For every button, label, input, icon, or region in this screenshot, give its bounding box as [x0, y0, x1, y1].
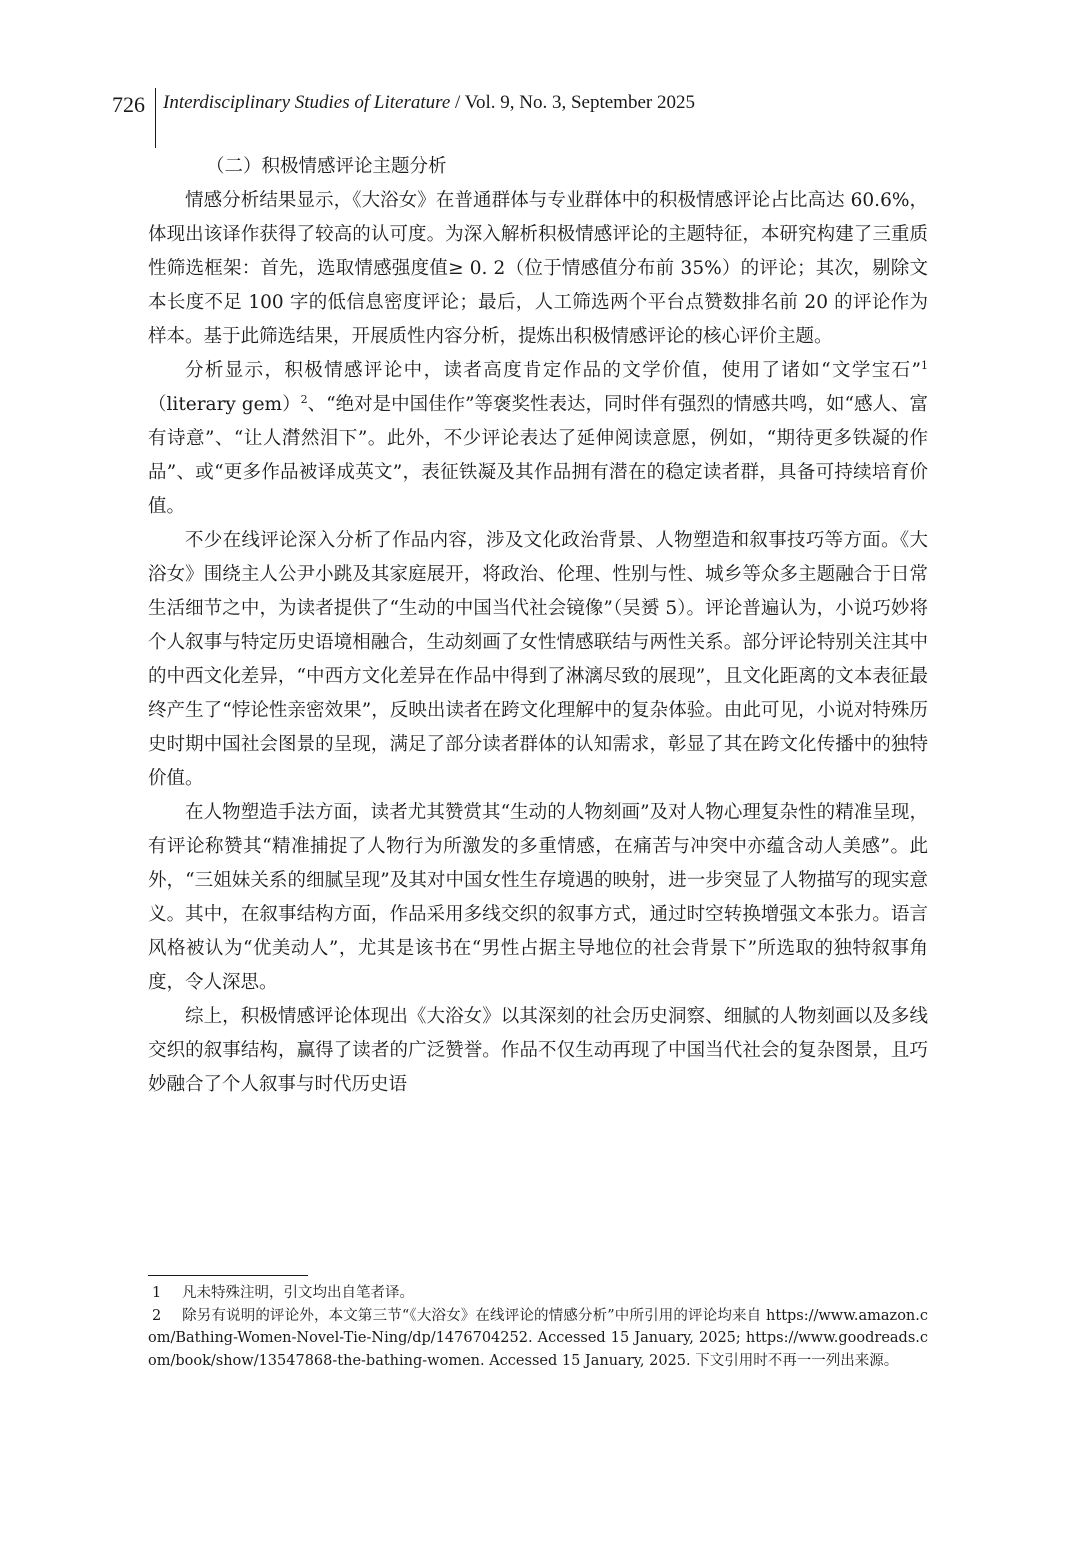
footnote-1: [148, 1282, 928, 1305]
article-body: [148, 150, 928, 1102]
paragraph: 不少在线评论深入分析了作品内容，涉及文化政治背景、人物塑造和叙事技巧等方面。《大浴女》围绕主人公尹小跳及其家庭展开，将政治、伦理、性别与性、城乡等众多主题融合于日常生活细节之中，为读者提供了“生动的中国当代社会镜像”（吴赟 5）。评论普遍认为，小说巧妙将个人叙事与特定历史语境相融合，生动刻画了女性情感联结与两性关系。部分评论特别关注其中的中西文化差异，“中西方文化差异在作品中得到了淋漓尽致的展现”，且文化距离的文本表征最终产生了“悖论性亲密效果”，反映出读者在跨文化理解中的复杂体验。由此可见，小说对特殊历史时期中国社会图景的呈现，满足了部分读者群体的认知需求，彰显了其在跨文化传播中的独特价值。: [148, 530, 928, 789]
journal-issue: / Vol. 9, No. 3, September 2025: [450, 92, 695, 113]
footnote-number: 2: [152, 1307, 162, 1324]
footnote-divider: [148, 1275, 308, 1276]
paragraph: 在人物塑造手法方面，读者尤其赞赏其“生动的人物刻画”及对人物心理复杂性的精准呈现，有评论称赞其“精准捕捉了人物行为所激发的多重情感，在痛苦与冲突中亦蕴含动人美感”。此外，“三姐妹关系的细腻呈现”及其对中国女性生存境遇的映射，进一步突显了人物描写的现实意义。其中，在叙事结构方面，作品采用多线交织的叙事方式，通过时空转换增强文本张力。语言风格被认为“优美动人”，尤其是该书在“男性占据主导地位的社会背景下”所选取的独特叙事角度，令人深思。: [148, 802, 928, 993]
footnote-ref-1[interactable]: 1: [921, 359, 928, 372]
paragraph: 综上，积极情感评论体现出《大浴女》以其深刻的社会历史洞察、细腻的人物刻画以及多线交织的叙事结构，赢得了读者的广泛赞誉。作品不仅生动再现了中国当代社会的复杂图景，且巧妙融合了个人叙事与时代历史语: [148, 1006, 928, 1095]
footnote-ref-2[interactable]: 2: [300, 393, 308, 406]
paragraph-text: （literary gem）: [148, 394, 301, 415]
paragraph-text: 、“绝对是中国佳作”等褒奖性表达，同时伴有强烈的情感共鸣，如“感人、富有诗意”、“让人潸然泪下”。此外，不少评论表达了延伸阅读意愿，例如，“期待更多铁凝的作品”、或“更多作品被译成英文”，表征铁凝及其作品拥有潜在的稳定读者群，具备可持续培育价值。: [148, 394, 928, 517]
footnotes: [148, 1275, 928, 1372]
footnote-text: 凡未特殊注明，引文均出自笔者译。: [182, 1285, 414, 1301]
page-number: 726: [112, 92, 145, 117]
paragraph: [148, 354, 928, 524]
section-heading: （二）积极情感评论主题分析: [206, 156, 447, 177]
paragraph-text: 分析显示，积极情感评论中，读者高度肯定作品的文学价值，使用了诸如“文学宝石”: [185, 360, 921, 381]
running-header: [0, 88, 1080, 148]
footnote-number: 1: [152, 1285, 162, 1301]
paragraph: 情感分析结果显示，《大浴女》在普通群体与专业群体中的积极情感评论占比高达 60.6%，体现出该译作获得了较高的认可度。为深入解析积极情感评论的主题特征，本研究构建了三重质性筛选框架：首先，选取情感强度值≥ 0. 2（位于情感值分布前 35%）的评论；其次，剔除文本长度不足 100 字的低信息密度评论；最后，人工筛选两个平台点赞数排名前 20 的评论作为样本。基于此筛选结果，开展质性内容分析，提炼出积极情感评论的核心评价主题。: [148, 190, 928, 347]
footnote-2: [148, 1305, 928, 1373]
footnote-text: 除另有说明的评论外，本文第三节“《大浴女》在线评论的情感分析”中所引用的评论均来自 https://www.amazon.com/Bathing-Women-Novel-Tie-Ning/dp/1476704252. Accessed 15 January, 2025; https://www.goodreads.com/book/show/13547868-the-bathing-women. Accessed 15 January, 2025. 下文引用时不再一一列出来源。: [148, 1307, 928, 1369]
header-divider: [155, 88, 156, 148]
running-head: [163, 92, 695, 114]
journal-title: Interdisciplinary Studies of Literature: [163, 92, 451, 113]
